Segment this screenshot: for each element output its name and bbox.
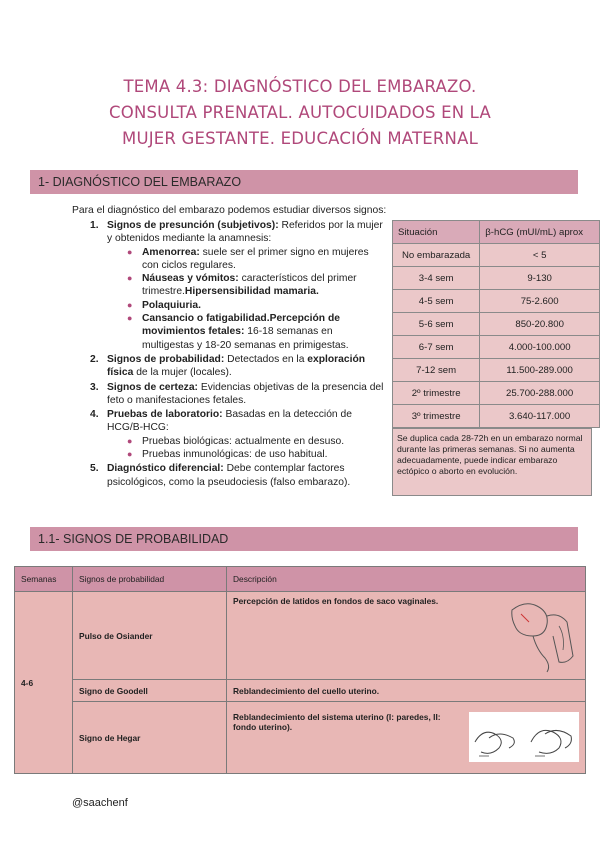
list-number: 3. (90, 381, 99, 393)
list-item (127, 435, 386, 448)
table-row (393, 313, 600, 336)
list-item (127, 246, 386, 273)
cell-value: 75-2.600 (480, 290, 600, 313)
list-number: 5. (90, 463, 99, 475)
header-semanas: Semanas (15, 567, 73, 592)
section-heading-diagnostico: 1- DIAGNÓSTICO DEL EMBARAZO (30, 170, 578, 194)
cell-value: 25.700-288.000 (480, 382, 600, 405)
item-bold: Diagnóstico diferencial: (107, 463, 224, 475)
header-situacion: Situación (393, 221, 480, 244)
sub-text: 16-18 semanas en multigestas y 18-20 semanas en primigestas. (142, 326, 349, 351)
list-item (127, 312, 386, 352)
list-item (127, 299, 386, 312)
cell-desc-hegar (227, 702, 586, 774)
signs-list (90, 219, 386, 490)
title-line-2: CONSULTA PRENATAL. AUTOCUIDADOS EN LA (109, 103, 491, 122)
section-heading-probabilidad: 1.1- SIGNOS DE PROBABILIDAD (30, 527, 578, 551)
table-header-row (15, 567, 586, 592)
cell-situacion: 2º trimestre (393, 382, 480, 405)
table-row (15, 592, 586, 680)
table-row (15, 702, 586, 774)
list-item (127, 448, 386, 461)
title-line-3: MUJER GESTANTE. EDUCACIÓN MATERNAL (122, 129, 478, 148)
bullet-icon: ● (127, 449, 133, 460)
list-item (127, 272, 386, 299)
list-item-certeza (90, 381, 386, 408)
list-number: 2. (90, 353, 99, 365)
table-row (393, 244, 600, 267)
table-header-row (393, 221, 600, 244)
presuncion-sublist (107, 246, 386, 352)
cell-weeks: 4-6 (15, 592, 73, 774)
table-row (393, 359, 600, 382)
desc-text: Reblandecimiento del sistema uterino (I: paredes, II: fondo uterino). (233, 711, 441, 732)
table-row (393, 336, 600, 359)
cell-value: 11.500-289.000 (480, 359, 600, 382)
cell-situacion: 6-7 sem (393, 336, 480, 359)
item-text: Basadas en la detección de HCG/B-HCG: (107, 409, 352, 434)
sub-bold: Náuseas y vómitos: (142, 273, 239, 285)
table-row (393, 267, 600, 290)
cell-situacion: 7-12 sem (393, 359, 480, 382)
table-row (393, 405, 600, 428)
item-bold: Signos de certeza: (107, 381, 198, 393)
intro-text: Para el diagnóstico del embarazo podemos estudiar diversos signos: (72, 205, 387, 216)
cell-situacion: No embarazada (393, 244, 480, 267)
list-number: 4. (90, 409, 99, 421)
bullet-icon: ● (127, 313, 133, 324)
bullet-icon: ● (127, 246, 133, 257)
header-signos: Signos de probabilidad (73, 567, 227, 592)
header-descripcion: Descripción (227, 567, 586, 592)
cell-desc-osiander (227, 592, 586, 680)
cell-desc: Reblandecimiento del cuello uterino. (227, 680, 586, 702)
table-row (393, 382, 600, 405)
sub-text: característicos del primer trimestre. (142, 273, 357, 298)
item-bold: Pruebas de laboratorio: (107, 409, 223, 421)
cell-value: < 5 (480, 244, 600, 267)
desc-text: Percepción de latidos en fondos de saco vaginales. (233, 595, 439, 606)
bullet-icon: ● (127, 273, 133, 284)
cell-value: 3.640-117.000 (480, 405, 600, 428)
sub-text: Pruebas biológicas: actualmente en desuso. (142, 435, 345, 447)
item-text: Evidencias objetivas de la presencia del feto o manifestaciones fetales. (107, 381, 384, 406)
sub-bold: Polaquiuria. (142, 299, 201, 311)
table-row (393, 290, 600, 313)
hcg-note: Se duplica cada 28-72h en un embarazo normal durante las primeras semanas. Si no aumenta adecuadamente, puede indicar embarazo ectópico o aborto en evolución. (392, 428, 592, 496)
cell-situacion: 4-5 sem (393, 290, 480, 313)
cell-sign: Signo de Goodell (73, 680, 227, 702)
item-text: Detectados en la (224, 353, 308, 365)
sub-text: Pruebas inmunológicas: de uso habitual. (142, 449, 328, 461)
cell-value: 9-130 (480, 267, 600, 290)
hcg-table (392, 220, 600, 428)
item-bold-2: exploración física (107, 353, 366, 379)
laboratorio-sublist (107, 435, 386, 462)
osiander-illustration (507, 596, 579, 676)
bullet-icon: ● (127, 435, 133, 446)
list-item-probabilidad (90, 353, 386, 380)
item-text: Referidos por la mujer y obtenidos mediante la anamnesis: (107, 220, 383, 245)
item-bold: Signos de presunción (subjetivos): (107, 220, 279, 231)
cell-sign: Pulso de Osiander (73, 592, 227, 680)
list-item-laboratorio (90, 408, 386, 461)
bullet-icon: ● (127, 299, 133, 310)
hegar-illustration (469, 712, 579, 764)
cell-situacion: 3-4 sem (393, 267, 480, 290)
cell-situacion: 5-6 sem (393, 313, 480, 336)
sub-bold-2: Hipersensibilidad mamaria. (184, 286, 319, 298)
title-line-1: TEMA 4.3: DIAGNÓSTICO DEL EMBARAZO. (123, 77, 477, 96)
header-hcg: β-hCG (mUI/mL) aprox (480, 221, 600, 244)
sub-bold: Cansancio o fatigabilidad.Percepción de movimientos fetales: (142, 313, 340, 338)
footer-handle: @saachenf (72, 797, 128, 809)
page-title (40, 74, 560, 152)
item-bold: Signos de probabilidad: (107, 353, 225, 365)
item-text-2: de la mujer (locales). (133, 367, 232, 379)
cell-value: 850-20.800 (480, 313, 600, 336)
list-item-diferencial (90, 462, 386, 489)
list-number: 1. (90, 220, 99, 231)
table-row (15, 680, 586, 702)
probabilidad-table (14, 566, 586, 774)
cell-value: 4.000-100.000 (480, 336, 600, 359)
item-text: Debe contemplar factores psicológicos, como la pseudociesis (falso embarazo). (107, 463, 351, 488)
cell-sign: Signo de Hegar (73, 702, 227, 774)
sub-text: suele ser el primer signo en mujeres con ciclos regulares. (142, 246, 369, 271)
sub-bold: Amenorrea: (142, 246, 200, 258)
cell-situacion: 3º trimestre (393, 405, 480, 428)
list-item-presuncion (90, 219, 386, 352)
